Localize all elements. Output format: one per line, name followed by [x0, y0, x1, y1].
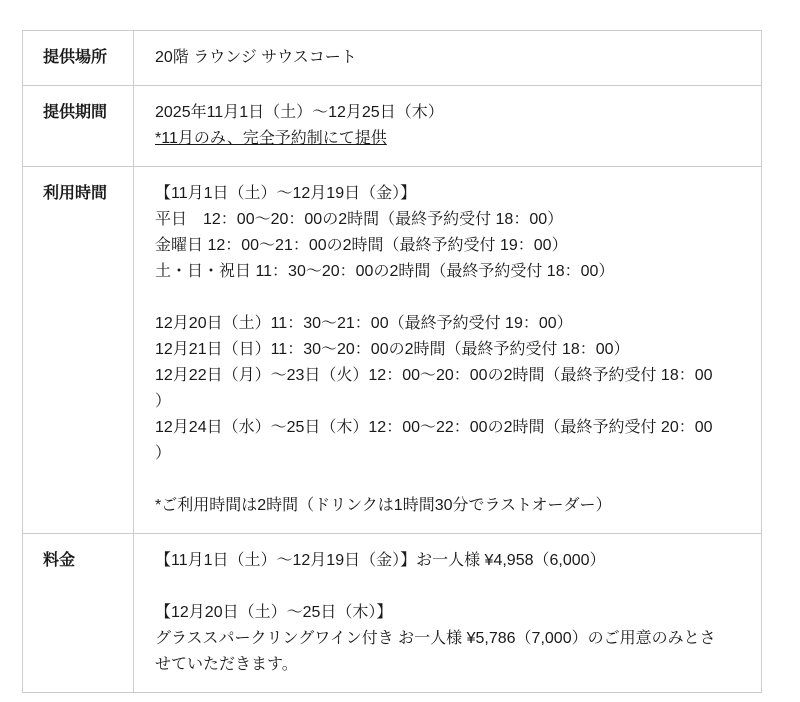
text-line-blank	[155, 285, 741, 311]
table-row-location	[23, 31, 761, 86]
text-line: せていただきます。	[155, 656, 298, 673]
text-line: 平日 12：00〜20：00の2時間（最終予約受付 18：00）	[155, 211, 564, 228]
row-content-hours	[134, 167, 761, 533]
text-line-usage-note: *ご利用時間は2時間（ドリンクは1時間30分でラストオーダー）	[155, 497, 612, 514]
text-line: 【11月1日（土）〜12月19日（金）】	[155, 185, 417, 202]
text-line: 12月20日（土）11：30〜21：00（最終予約受付 19：00）	[155, 315, 573, 332]
text-line: 土・日・祝日 11：30〜20：00の2時間（最終予約受付 18：00）	[155, 263, 615, 280]
row-header-period: 提供期間	[23, 86, 134, 166]
row-content-location	[134, 31, 761, 85]
text-line: 2025年11月1日（土）〜12月25日（木）	[155, 104, 444, 121]
text-line-blank	[155, 467, 741, 493]
text-line: ）	[155, 445, 172, 462]
table-row-price	[23, 534, 761, 693]
text-line: グラススパークリングワイン付き お一人様 ¥5,786（7,000）のご用意のみとさ	[155, 630, 716, 647]
text-line: 【12月20日（土）〜25日（木）】	[155, 604, 393, 621]
row-content-price	[134, 534, 761, 692]
text-line: 12月22日（月）〜23日（火）12：00〜20：00の2時間（最終予約受付 18：00	[155, 367, 713, 384]
row-header-location: 提供場所	[23, 31, 134, 85]
info-table	[22, 30, 762, 693]
text-line: 12月24日（水）〜25日（木）12：00〜22：00の2時間（最終予約受付 20：00	[155, 419, 713, 436]
text-line: 【11月1日（土）〜12月19日（金）】お一人様 ¥4,958（6,000）	[155, 552, 606, 569]
text-line: ）	[155, 393, 172, 410]
table-row-hours	[23, 167, 761, 534]
text-line-reservation-note: *11月のみ、完全予約制にて提供	[155, 130, 387, 147]
row-content-period	[134, 86, 761, 166]
table-row-period	[23, 86, 761, 167]
text-line-blank	[155, 574, 741, 600]
text-line: 20階 ラウンジ サウスコート	[155, 49, 357, 66]
row-header-hours: 利用時間	[23, 167, 134, 533]
text-line: 金曜日 12：00〜21：00の2時間（最終予約受付 19：00）	[155, 237, 568, 254]
text-line: 12月21日（日）11：30〜20：00の2時間（最終予約受付 18：00）	[155, 341, 630, 358]
row-header-price: 料金	[23, 534, 134, 692]
